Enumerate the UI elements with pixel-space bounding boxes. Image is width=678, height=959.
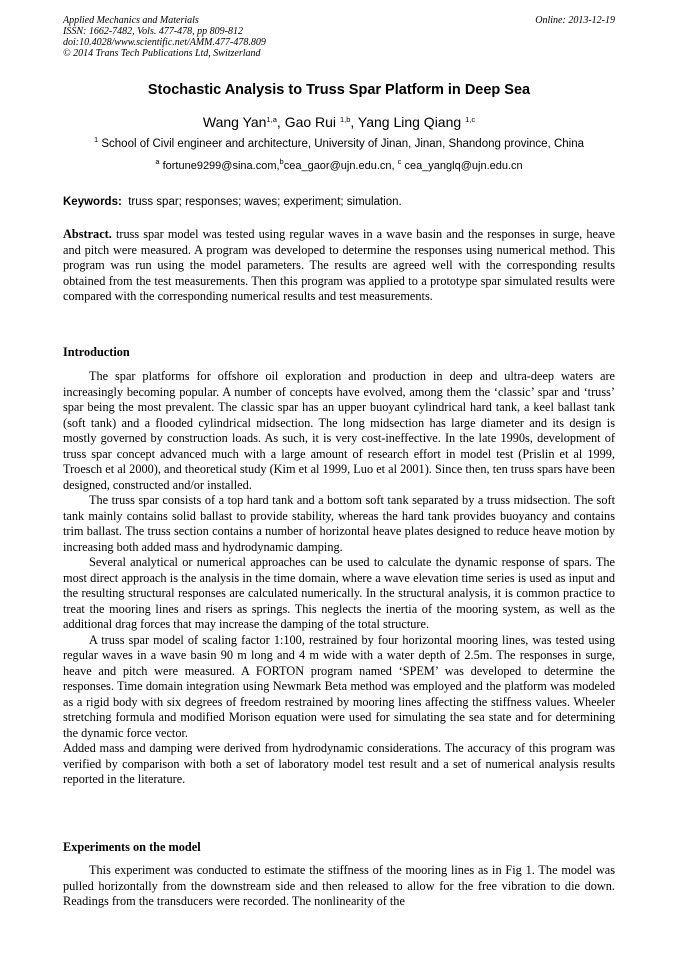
author-sup: 1,a xyxy=(266,115,277,124)
paragraph: Added mass and damping were derived from hydrodynamic considerations. The accuracy of this program was verified by comparison with both a set of laboratory model test result and a set of numerical analysis results reported in the literature. xyxy=(63,741,615,786)
paragraph: This experiment was conducted to estimate the stiffness of the mooring lines as in Fig 1. The model was pulled horizontally from the downstream side and then released to allow for the free vibration to die down. Readings from the transducers were recorded. The nonlinearity of the xyxy=(63,863,615,908)
affiliation-text: School of Civil engineer and architecture, University of Jinan, Jinan, Shandong province, China xyxy=(101,138,584,150)
journal-name: Applied Mechanics and Materials xyxy=(63,15,199,26)
online-date: Online: 2013-12-19 xyxy=(535,15,615,26)
journal-copyright: © 2014 Trans Tech Publications Ltd, Switzerland xyxy=(63,48,261,59)
author-separator: , xyxy=(276,114,285,130)
keywords xyxy=(63,196,615,208)
paragraph: The truss spar consists of a top hard tank and a bottom soft tank separated by a truss midsection. The soft tank mainly contains solid ballast to provide stability, whereas the hard tank provides buoyancy and contains trim ballast. The truss section contains a number of horizontal heave plates designed to reduce heave motion by increasing both added mass and hydrodynamic damping. xyxy=(63,493,615,554)
abstract xyxy=(63,227,615,305)
email-list xyxy=(0,157,678,172)
paper-title: Stochastic Analysis to Truss Spar Platform in Deep Sea xyxy=(147,82,531,98)
author-name: Wang Yan xyxy=(202,114,267,130)
author-sup: 1,c xyxy=(465,115,476,124)
author-name: Yang Ling Qiang xyxy=(357,114,466,130)
author-name: Gao Rui xyxy=(284,114,340,130)
journal-doi: doi:10.4028/www.scientific.net/AMM.477-478.809 xyxy=(63,37,266,48)
journal-header xyxy=(63,15,615,59)
author-sup: 1,b xyxy=(339,115,351,124)
abstract-text: truss spar model was tested using regular waves in a wave basin and the responses in surge, heave and pitch were measured. A program was developed to determine the responses using numerical method. This program was run using the model parameters. The results are agreed well with the corresponding results obtained from the test measurements. Then this program was applied to a prototype spar simulated results were compared with the corresponding numerical results and test measurements. xyxy=(63,227,615,303)
keywords-label: Keywords: xyxy=(63,196,122,208)
paragraph: Several analytical or numerical approaches can be used to calculate the dynamic response of spars. The most direct approach is the analysis in the time domain, where a wave elevation time series is used as input and the resulting structural responses are calculated numerically. In the structural analysis, it is common practice to treat the mooring lines and risers as springs. This neglects the inertia of the mooring system, as well as the additional drag forces that may increase the damping of the total structure. xyxy=(63,555,615,631)
paragraph: A truss spar model of scaling factor 1:100, restrained by four horizontal mooring lines, was tested using regular waves in a wave basin 90 m long and 4 m wide with a water depth of 2.5m. The responses in surge, heave and pitch were measured. A FORTON program named ‘SPEM’ was developed to determine the responses. Time domain integration using Newmark Beta method was employed and the platform was modeled as a rigid body with six degrees of freedom restrained by mooring lines affecting the stiffness values. Wheeler stretching formula and modified Morison equation were used for simulating the sea state and for determining the dynamic force vector. xyxy=(63,632,615,740)
experiments-body xyxy=(63,863,615,910)
email-sup: c xyxy=(397,157,402,166)
affiliation xyxy=(0,135,678,150)
experiments-heading: Experiments on the model xyxy=(63,840,201,854)
email-address: cea_yanglq@ujn.edu.cn xyxy=(404,160,523,172)
affiliation-sup: 1 xyxy=(93,135,99,144)
journal-issn: ISSN: 1662-7482, Vols. 477-478, pp 809-812 xyxy=(63,26,243,37)
author-separator: , xyxy=(350,114,358,130)
paragraph: The spar platforms for offshore oil exploration and production in deep and ultra-deep waters are increasingly becoming popular. A number of concepts have evolved, among them the ‘classic’ spar and ‘truss’ spar being the most prevalent. The classic spar has an upper buoyant cylindrical hard tank, a keel ballast tank (soft tank) and a flooded cylindrical midsection. The long midsection has large diameter and its design is mostly governed by construction loads. As such, it is very cost-ineffective. In the late 1990s, development of truss spar concept advanced much with a large amount of research effort in model test (Prislin et al 1999, Troesch et al 2000), and theoretical study (Kim et al 1999, Luo et al 2001). Since then, ten truss spars have been designed, constructed and/or installed. xyxy=(63,369,615,492)
introduction-heading: Introduction xyxy=(63,345,130,359)
email-sup: b xyxy=(279,157,284,166)
keywords-text: truss spar; responses; waves; experiment; simulation. xyxy=(128,196,402,208)
email-sup: a xyxy=(155,157,160,166)
introduction-body xyxy=(63,369,615,788)
author-list xyxy=(0,114,678,130)
email-address: fortune9299@sina.com, xyxy=(162,160,280,172)
abstract-label: Abstract. xyxy=(63,227,112,241)
email-address: cea_gaor@ujn.edu.cn, xyxy=(283,160,398,172)
